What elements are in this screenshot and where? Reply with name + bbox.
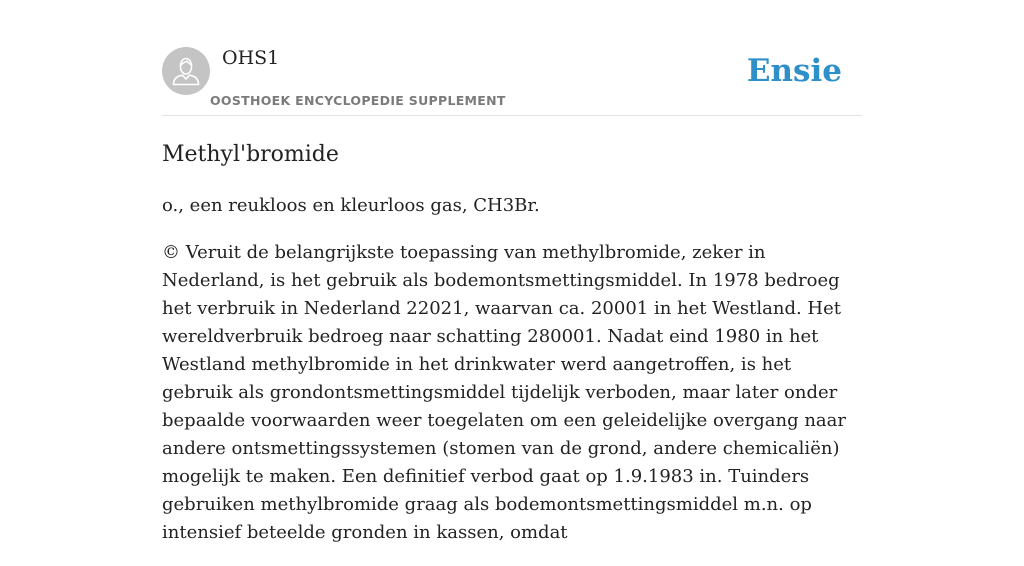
article-paragraph: o., een reukloos en kleurloos gas, CH3Br.: [162, 195, 540, 216]
source-label[interactable]: OOSTHOEK ENCYCLOPEDIE SUPPLEMENT: [210, 93, 506, 108]
article-header: [162, 44, 862, 116]
author-name[interactable]: OHS1: [222, 47, 280, 69]
article-body: [162, 192, 862, 566]
author-avatar[interactable]: [162, 47, 210, 95]
ensie-logo[interactable]: Ensie: [746, 53, 842, 89]
article-paragraph: © Veruit de belangrijkste toepassing van methylbromide, zeker in Nederland, is het gebruik als bodemontsmettingsmiddel. In 1978 bedroeg het verbruik in Nederland 22021, waarvan ca. 20001 in het Westland. Het wereldverbruik bedroeg naar schatting 280001. Nadat eind 1980 in het Westland methylbromide in het drinkwater werd aangetroffen, is het gebruik als grondontsmettingsmiddel tijdelijk verboden, maar later onder bepaalde voorwaarden weer toegelaten om een geleidelijke overgang naar andere ontsmettingssystemen (stomen van de grond, andere chemicaliën) mogelijk te maken. Een definitief verbod gaat op 1.9.1983 in. Tuinders gebruiken methylbromide graag als bodemontsmettingsmiddel m.n. op intensief beteelde gronden in kassen, omdat: [162, 242, 846, 543]
user-icon: [162, 47, 210, 95]
article-title: Methyl'bromide: [162, 142, 339, 167]
